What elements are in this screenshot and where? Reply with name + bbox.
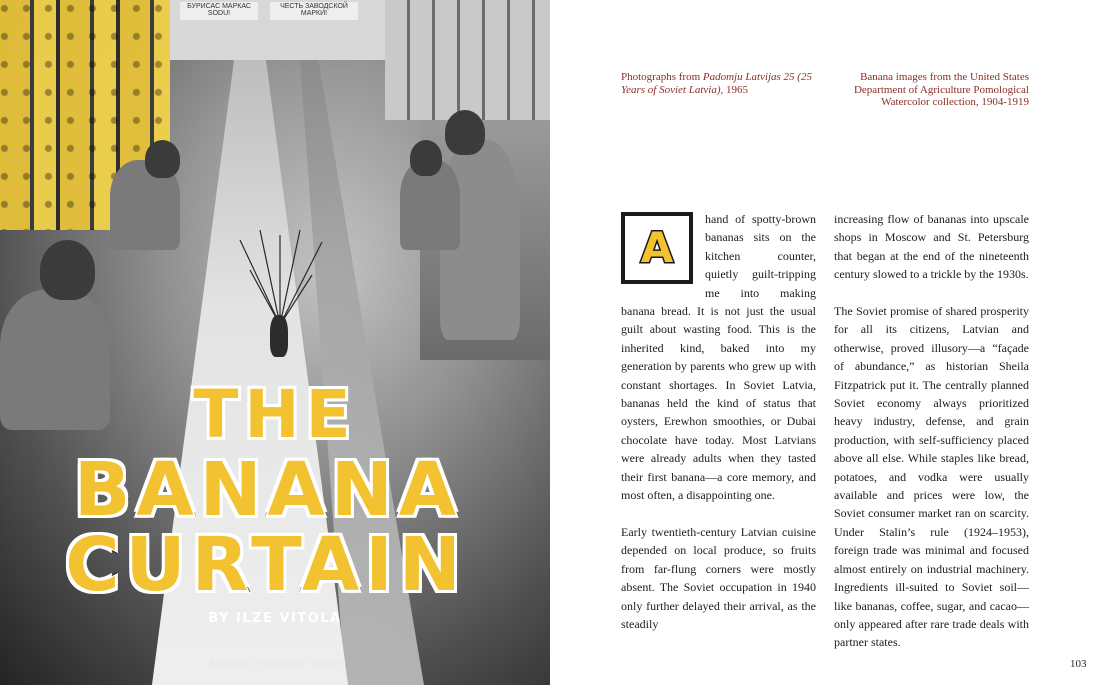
factory-sign-right: ЧЕСТЬ ЗАВОДСКОЙ МАРКИ! (270, 2, 358, 20)
byline: BY ILZE VITOLA (208, 611, 342, 626)
photo-credit (621, 71, 821, 96)
article-column-2 (834, 210, 1029, 670)
photo-credit-prefix: Photographs from (621, 71, 703, 83)
article-paragraph: The Soviet promise of shared prosperity for all its citizens, Latvian and otherwise, proved illusory—a “façade of abundance,” as historian Sheila Fitzpatrick put it. The centrally planned Soviet economy always prioritized heavy industry, defense, and grain production, with self-sufficiency placed above all else. While staples like bread, potatoes, and vodka were usually available and prices were low, the Soviet consumer market ran on scarcity. Under Stalin’s rule (1924–1953), foreign trade was minimal and focused almost entirely on industrial machinery. Ingredients ill-suited to Soviet soil—like bananas, coffee, sugar, and cacao—only appeared after rare trade deals with partner states. (834, 304, 1029, 650)
article-column-1 (621, 210, 816, 652)
factory-sign-left: БУРИСАС МАРКАС SODU! (180, 2, 258, 20)
worker-head (410, 140, 442, 176)
photo-credit-suffix: , 1965 (720, 83, 749, 96)
back-wall (170, 0, 390, 60)
headline-line-1: THE (193, 376, 357, 453)
image-credit: Banana images from the United States Department of Agriculture Pomological Watercolor collection, 1904-1919 (853, 71, 1029, 108)
dropcap-letter: A (640, 223, 674, 272)
headline-line-3: CURTAIN (65, 522, 467, 608)
photo-caption: Assembly of Transistor Radios (208, 657, 343, 669)
page-number: 103 (1070, 658, 1087, 670)
right-windows (385, 0, 550, 120)
headline-line-2: BANANA (73, 447, 463, 533)
worker-head (145, 140, 180, 178)
flower-stems (230, 230, 330, 325)
article-paragraph: Early twentieth-century Latvian cuisine depended on local produce, so fruits from far-flung corners were mostly absent. The Soviet occupation in 1940 only further delayed their arrival, as the steadily (621, 524, 816, 631)
article-paragraph: hand of spotty-brown bananas sits on the kitchen counter, quietly guilt-tripping me into making banana bread. It is not just the usual guilt about wasting food. This is the inherited kind, baked into my generation by parents who grew up with constant shortages. In Soviet Latvia, bananas held the kind of status that oysters, Erewhon smoothies, or Dubai chocolate have today. Most Latvians were already adults when they tasted their first banana—a core memory, and most often, a disappointing one. (621, 212, 816, 503)
dropcap-box (621, 212, 693, 284)
photo-credit-title: Padomju Latvijas 25 (25 Years of Soviet Latvia) (621, 71, 812, 96)
worker-head (40, 240, 95, 300)
worker-head (445, 110, 485, 155)
article-paragraph: increasing flow of bananas into upscale shops in Moscow and St. Petersburg that began at the end of the nineteenth century slowed to a trickle by the 1930s. (834, 212, 1029, 282)
vase (270, 315, 288, 357)
